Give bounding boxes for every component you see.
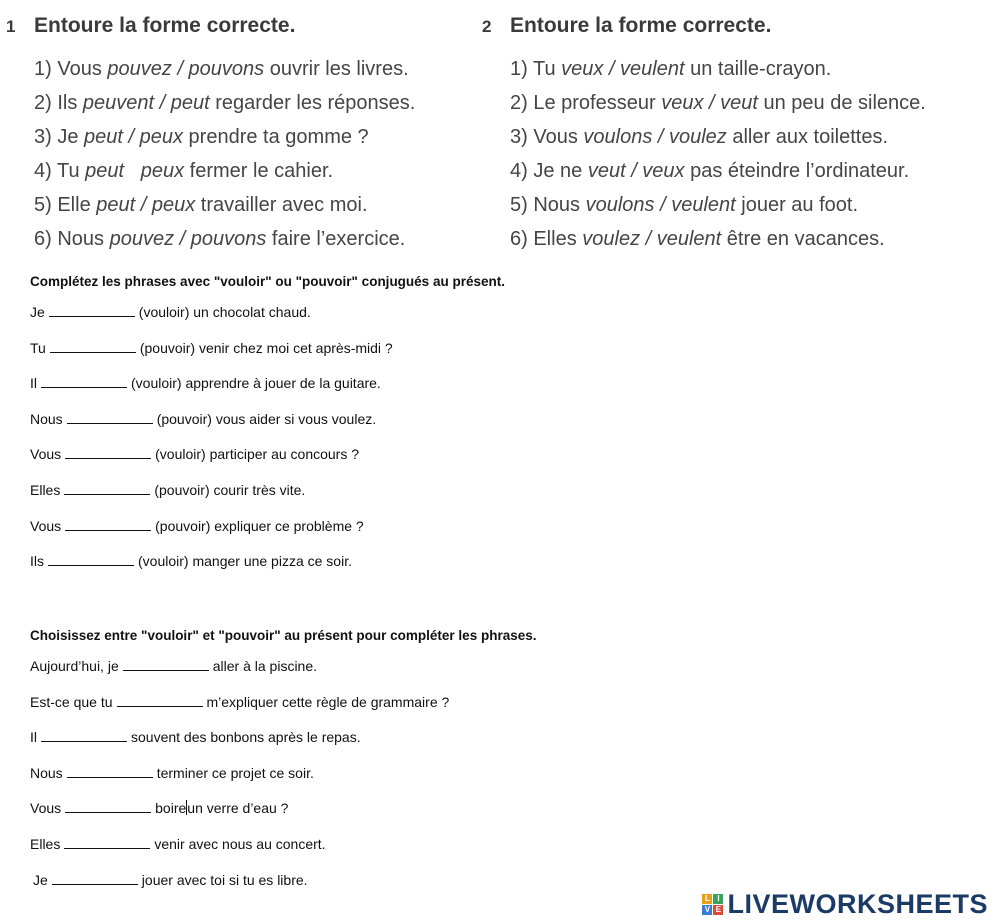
sentence: Vous (vouloir) participer au concours ?: [30, 446, 360, 463]
answer-blank[interactable]: [41, 374, 127, 388]
answer-blank[interactable]: [65, 517, 151, 531]
sentence: Tu (pouvoir) venir chez moi cet après-midi ?: [30, 339, 393, 356]
answer-blank[interactable]: [67, 410, 153, 424]
sentence: Vous (pouvoir) expliquer ce problème ?: [30, 517, 364, 534]
exercise-1-item: 4) Tu peut peux fermer le cahier.: [34, 160, 334, 182]
sentence: Je jouer avec toi si tu es libre.: [33, 871, 308, 888]
sentence: Est-ce que tu m’expliquer cette règle de grammaire ?: [30, 693, 450, 710]
answer-blank[interactable]: [65, 445, 151, 459]
exercise-1-header: [6, 14, 466, 48]
exercise-2-item: 4) Je ne veut / veux pas éteindre l’ordinateur.: [510, 160, 910, 182]
choice-option[interactable]: peut / peux: [84, 126, 183, 148]
answer-blank[interactable]: [50, 339, 136, 353]
liveworksheets-icon: [702, 894, 723, 915]
answer-blank[interactable]: [64, 481, 150, 495]
exercise-2-header: [482, 14, 992, 48]
answer-blank[interactable]: [117, 693, 203, 707]
logo-tile: E: [713, 905, 723, 915]
choice-option[interactable]: voulons / veulent: [585, 194, 736, 216]
exercise-2-number: 2: [482, 17, 492, 36]
section-1-title: Complétez les phrases avec "vouloir" ou "pouvoir" conjugués au présent.: [30, 274, 505, 289]
conjugation-section: [30, 270, 730, 581]
exercise-1-list: [6, 54, 466, 258]
logo-tile: L: [702, 894, 712, 904]
choice-option[interactable]: veux / veut: [661, 92, 758, 114]
answer-blank[interactable]: [64, 835, 150, 849]
exercise-2-item: 6) Elles voulez / veulent être en vacances.: [510, 228, 885, 250]
choice-option[interactable]: peuvent / peut: [82, 92, 210, 114]
choice-option[interactable]: peut / peux: [96, 194, 196, 216]
sentence: Ils (vouloir) manger une pizza ce soir.: [30, 553, 352, 570]
exercise-2-title: Entoure la forme correcte.: [510, 14, 772, 37]
answer-blank[interactable]: [67, 764, 153, 778]
sentence: Nous terminer ce projet ce soir.: [30, 764, 314, 781]
sentence: Vous boireun verre d’eau ?: [30, 800, 289, 817]
choice-option[interactable]: voulez / veulent: [582, 228, 722, 250]
exercise-1-item: 3) Je peut / peux prendre ta gomme ?: [34, 126, 369, 148]
exercise-2-item: 3) Vous voulons / voulez aller aux toilettes.: [510, 126, 889, 148]
exercise-2-list: [482, 54, 992, 258]
exercise-2-item: 2) Le professeur veux / veut un peu de silence.: [510, 92, 926, 114]
sentence: Il (vouloir) apprendre à jouer de la guitare.: [30, 375, 381, 392]
logo-tile: V: [702, 905, 712, 915]
section-2-title: Choisissez entre "vouloir" et "pouvoir" au présent pour compléter les phrases.: [30, 628, 537, 643]
answer-blank[interactable]: [41, 728, 127, 742]
exercise-2-item: 1) Tu veux / veulent un taille-crayon.: [510, 58, 832, 80]
choice-option[interactable]: peut peux: [85, 160, 185, 182]
sentence: Il souvent des bonbons après le repas.: [30, 729, 361, 746]
sentence: Elles venir avec nous au concert.: [30, 835, 326, 852]
sentence: Je (vouloir) un chocolat chaud.: [30, 304, 311, 320]
exercise-1-item: 5) Elle peut / peux travailler avec moi.: [34, 194, 368, 216]
exercise-1-number: 1: [6, 17, 16, 36]
answer-blank[interactable]: [49, 303, 135, 317]
answer-blank[interactable]: [65, 799, 151, 813]
exercise-1-item: 1) Vous pouvez / pouvons ouvrir les livres.: [34, 58, 409, 80]
exercise-1: [6, 14, 466, 258]
answer-blank[interactable]: [48, 552, 134, 566]
choice-section: [30, 624, 730, 899]
liveworksheets-wordmark: LIVEWORKSHEETS: [727, 889, 988, 919]
choice-option[interactable]: veut / veux: [587, 160, 685, 182]
exercise-2: [482, 14, 992, 258]
exercise-2-item: 5) Nous voulons / veulent jouer au foot.: [510, 194, 859, 216]
answer-blank[interactable]: [123, 657, 209, 671]
sentence: Elles (pouvoir) courir très vite.: [30, 481, 306, 498]
choice-option[interactable]: pouvez / pouvons: [109, 228, 267, 250]
liveworksheets-logo: [702, 889, 988, 920]
sentence: Nous (pouvoir) vous aider si vous voulez.: [30, 410, 377, 427]
exercise-1-item: 2) Ils peuvent / peut regarder les réponses.: [34, 92, 416, 114]
choice-option[interactable]: veux / veulent: [561, 58, 685, 80]
choice-option[interactable]: voulons / voulez: [583, 126, 727, 148]
sentence: Aujourd’hui, je aller à la piscine.: [30, 658, 318, 674]
answer-blank[interactable]: [52, 871, 138, 885]
exercise-1-title: Entoure la forme correcte.: [34, 14, 296, 37]
logo-tile: I: [713, 894, 723, 904]
choice-option[interactable]: pouvez / pouvons: [107, 58, 265, 80]
exercise-1-item: 6) Nous pouvez / pouvons faire l’exercice.: [34, 228, 406, 250]
